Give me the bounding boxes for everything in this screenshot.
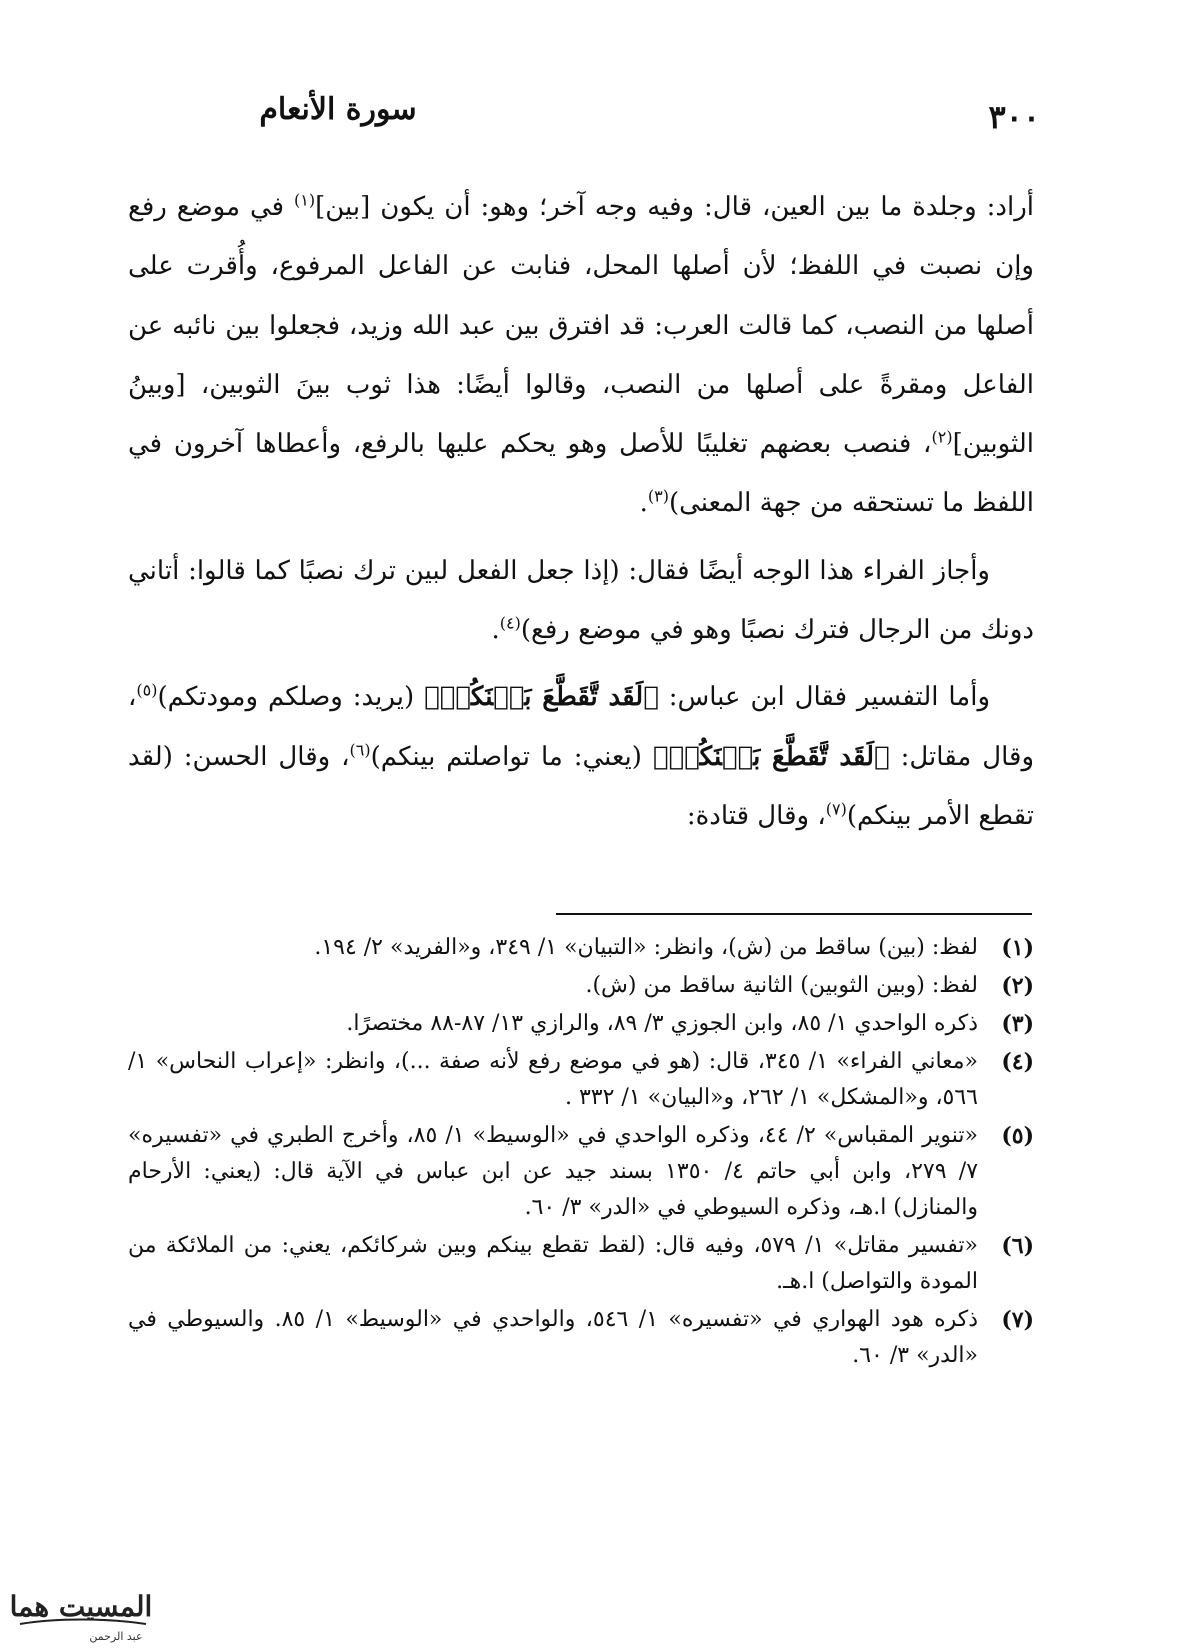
footnote-number: (٥) [1001, 1123, 1034, 1149]
footnote-text: لفظ: (وبين الثوبين) الثانية ساقط من (ش). [585, 973, 978, 998]
footnote-number: (١) [1001, 935, 1034, 961]
text-run: في موضع رفع وإن نصبت في اللفظ؛ لأن أصلها المحل، فنابت عن الفاعل المرفوع، وأُقرت على أصلها من النصب، كما قالت العرب: قد افترق بين عبد الله وزيد، فجعلوا بين نائبه عن الفاعل ومقرةً على أصلها من النصب، وقالوا أيضًا: هذا ثوب بينَ الثوبين، [وبينُ الثوبين] [128, 192, 1035, 460]
main-text [128, 178, 1034, 854]
footnote-text: «تنوير المقباس» ٢/ ٤٤، وذكره الواحدي في «الوسيط» ١/ ٨٥، وأخرج الطبري في «تفسيره» ٧/ ٢٧٩، وابن أبي حاتم ٤/ ١٣٥٠ بسند جيد عن ابن عباس في الآية قال: (يعني: الأرحام والمنازل) ا.هـ، وذكره السيوطي في «الدر» ٣/ ٦٠. [128, 1123, 979, 1220]
text-run: وأما التفسير فقال ابن عباس: [658, 682, 991, 713]
watermark-seal-text: المسيت هما [9, 1590, 153, 1623]
footnote-ref-3[interactable]: (٣) [647, 486, 669, 506]
footnote-text: «تفسير مقاتل» ١/ ٥٧٩، وفيه قال: (لقط تقطع بينكم وبين شركائكم، يعني: من الملائكة من المودة والتواصل) ا.هـ. [128, 1233, 979, 1294]
text-run: . [491, 615, 500, 646]
footnote-ref-4[interactable]: (٤) [499, 613, 521, 633]
footnote-text: لفظ: (بين) ساقط من (ش)، وانظر: «التبيان» ١/ ٣٤٩، و«الفريد» ٢/ ١٩٤. [314, 935, 978, 960]
text-run: ، وقال قتادة: [686, 800, 826, 831]
running-header-title: سورة الأنعام [259, 92, 417, 127]
text-run: . [639, 488, 648, 519]
footnote-number: (٧) [1001, 1307, 1034, 1333]
paragraph-3 [128, 668, 1034, 846]
quran-quote: ﴿لَقَد تَّقَطَّعَ بَيۡنَكُمۡ﴾ [424, 682, 659, 713]
footnote-3 [128, 1006, 1034, 1042]
footnotes [128, 930, 1034, 1376]
footnote-5 [128, 1118, 1034, 1226]
text-run: وأجاز الفراء هذا الوجه أيضًا فقال: (إذا جعل الفعل لبين ترك نصبًا كما قالوا: أتاني دونك من الرجال فترك نصبًا وهو في موضع رفع) [128, 555, 1034, 646]
text-run: ، وقال مقاتل: [128, 682, 1035, 772]
paragraph-2 [128, 542, 1034, 661]
footnote-ref-7[interactable]: (٧) [825, 799, 847, 819]
footnote-number: (٣) [1001, 1011, 1034, 1037]
watermark-seal-subtext: عبد الرحمن [89, 1630, 143, 1643]
text-run: ، فنصب بعضهم تغليبًا للأصل وهو يحكم عليها بالرفع، وأعطاها آخرون في اللفظ ما تستحقه من جهة المعنى) [128, 429, 1034, 519]
text-run: (يعني: ما تواصلتم بينكم) [370, 741, 653, 772]
footnote-1 [128, 930, 1034, 966]
footnote-text: «معاني الفراء» ١/ ٣٤٥، قال: (هو في موضع رفع لأنه صفة ...)، وانظر: «إعراب النحاس» ١/ ٥٦٦، و«المشكل» ١/ ٢٦٢، و«البيان» ١/ ٣٣٢ . [128, 1049, 979, 1110]
text-run: ، وقال الحسن: (لقد تقطع الأمر بينكم) [128, 741, 1034, 831]
page-number: ٣٠٠ [988, 98, 1040, 136]
footnote-text: ذكره الواحدي ١/ ٨٥، وابن الجوزي ٣/ ٨٩، والرازي ١٣/ ٨٧-٨٨ مختصرًا. [346, 1011, 978, 1036]
footnote-number: (٤) [1001, 1049, 1034, 1075]
footnote-ref-5[interactable]: (٥) [136, 680, 158, 700]
text-run: (يريد: وصلكم ومودتكم) [157, 682, 425, 713]
footnote-2 [128, 968, 1034, 1004]
footnote-ref-1[interactable]: (١) [294, 190, 316, 210]
footnote-4 [128, 1044, 1034, 1116]
paragraph-1 [128, 178, 1034, 534]
footnote-number: (٦) [1001, 1233, 1034, 1259]
footnote-6 [128, 1228, 1034, 1300]
footnote-7 [128, 1302, 1034, 1374]
footnote-separator [556, 913, 1032, 915]
footnote-text: ذكره هود الهواري في «تفسيره» ١/ ٥٤٦، والواحدي في «الوسيط» ١/ ٨٥. والسيوطي في «الدر» ٣/ ٦٠. [128, 1307, 979, 1368]
footnote-number: (٢) [1001, 973, 1034, 999]
footnote-ref-2[interactable]: (٢) [931, 427, 953, 447]
watermark-seal-icon [6, 1572, 156, 1646]
quran-quote: ﴿لَقَد تَّقَطَّعَ بَيۡنَكُمۡ﴾ [652, 741, 890, 772]
text-run: أراد: وجلدة ما بين العين، قال: وفيه وجه آخر؛ وهو: أن يكون [بين] [315, 192, 1035, 222]
footnote-ref-6[interactable]: (٦) [349, 740, 371, 760]
